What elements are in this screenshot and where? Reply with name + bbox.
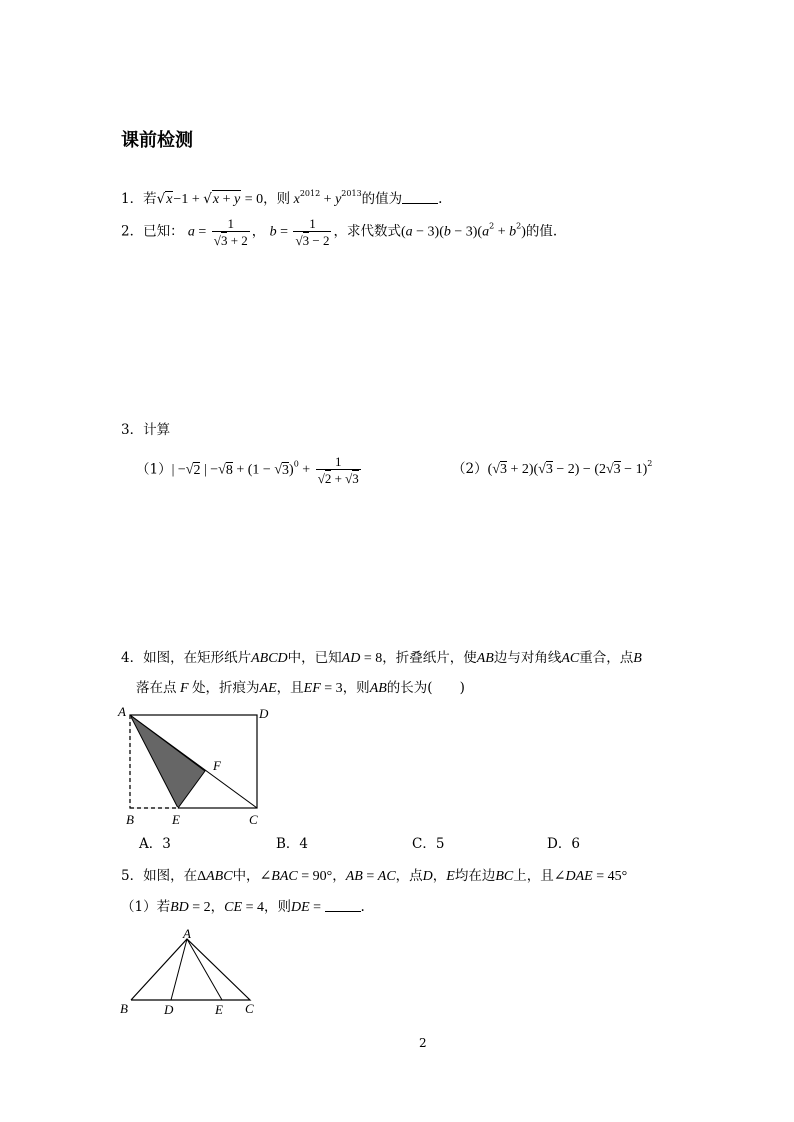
q4-label-f: F [213, 758, 221, 773]
q4-rectangle-figure [112, 700, 282, 832]
q2-number: 2．已知： [121, 223, 184, 240]
q2-fraction-b: $\frac{1}{√3 - 2}$ [295, 216, 330, 248]
q5-answer-blank[interactable] [325, 899, 361, 912]
page-number: 2 [419, 1036, 427, 1050]
question-4: 4．如图，在矩形纸片ABCD中，已知AD = 8，折叠纸片，使AB边与对角线AC重合，点B [121, 650, 642, 666]
q4-option-a[interactable]: A．3 [139, 836, 171, 852]
q4-label-e: E [172, 812, 180, 827]
q5-segment-ae [187, 939, 222, 1000]
q5-label-e: E [215, 1002, 223, 1017]
q5-label-b: B [120, 1001, 128, 1016]
q5-triangle-figure [112, 925, 272, 1020]
q1-sqrt-1: √x [156, 191, 173, 207]
q4-label-b: B [126, 812, 134, 827]
q5-label-d: D [164, 1002, 174, 1017]
q4-label-c: C [249, 812, 258, 827]
question-2: 2．已知： a = $\frac{1}{√3 + 2}$ ， b = $\frac{1}{√3 - 2}$ ，求代数式$(a - 3)(b - 3)(a^2 + b^2)$的值. [121, 216, 558, 248]
q5-triangle-abc [131, 939, 250, 1000]
q1-answer-blank[interactable] [402, 191, 438, 204]
q3-part-1: （1）| −√2 | $-√8 + (1 - √3)^0$ + $\frac{1}{√2 + √3}$ [136, 454, 359, 486]
q5-label-c: C [245, 1001, 254, 1016]
q2-fraction-a: $\frac{1}{√3 + 2}$ [213, 216, 248, 248]
section-heading: 课前检测 [121, 130, 193, 151]
q1-number: 1．若 [121, 191, 157, 207]
question-1: 1．若√x−1 + √x + y = 0，则 $x^{2012} + y^{2013}$的值为 . [121, 184, 442, 210]
q1-sqrt-2: √x + y [203, 191, 241, 207]
q4-label-d: D [259, 706, 269, 721]
q4-option-c[interactable]: C．5 [412, 836, 445, 852]
q3-part-2: $(2)(√3 + 2)(√3 - 2) - (2√3 - 1)^2$ [452, 459, 653, 477]
q4-option-b[interactable]: B．4 [276, 836, 309, 852]
question-4-line-2: 落在点 F 处，折痕为AE，且EF = 3，则AB的长为( ) [136, 680, 465, 696]
q4-label-a: A [118, 704, 126, 719]
q5-sub-1: （1）若BD = 2，CE = 4，则DE = . [121, 899, 365, 915]
question-3: 3．计算 [121, 422, 171, 438]
question-5: 5．如图，在ΔABC中，∠BAC = 90°，AB = AC，点D，E均在边BC上，且∠DAE = 45° [121, 868, 628, 884]
q4-diagonal-ac [130, 715, 257, 808]
q3-fraction: $\frac{1}{√2 + √3}$ [317, 454, 359, 486]
q4-option-d[interactable]: D．6 [547, 836, 580, 852]
q5-label-a: A [183, 926, 191, 941]
